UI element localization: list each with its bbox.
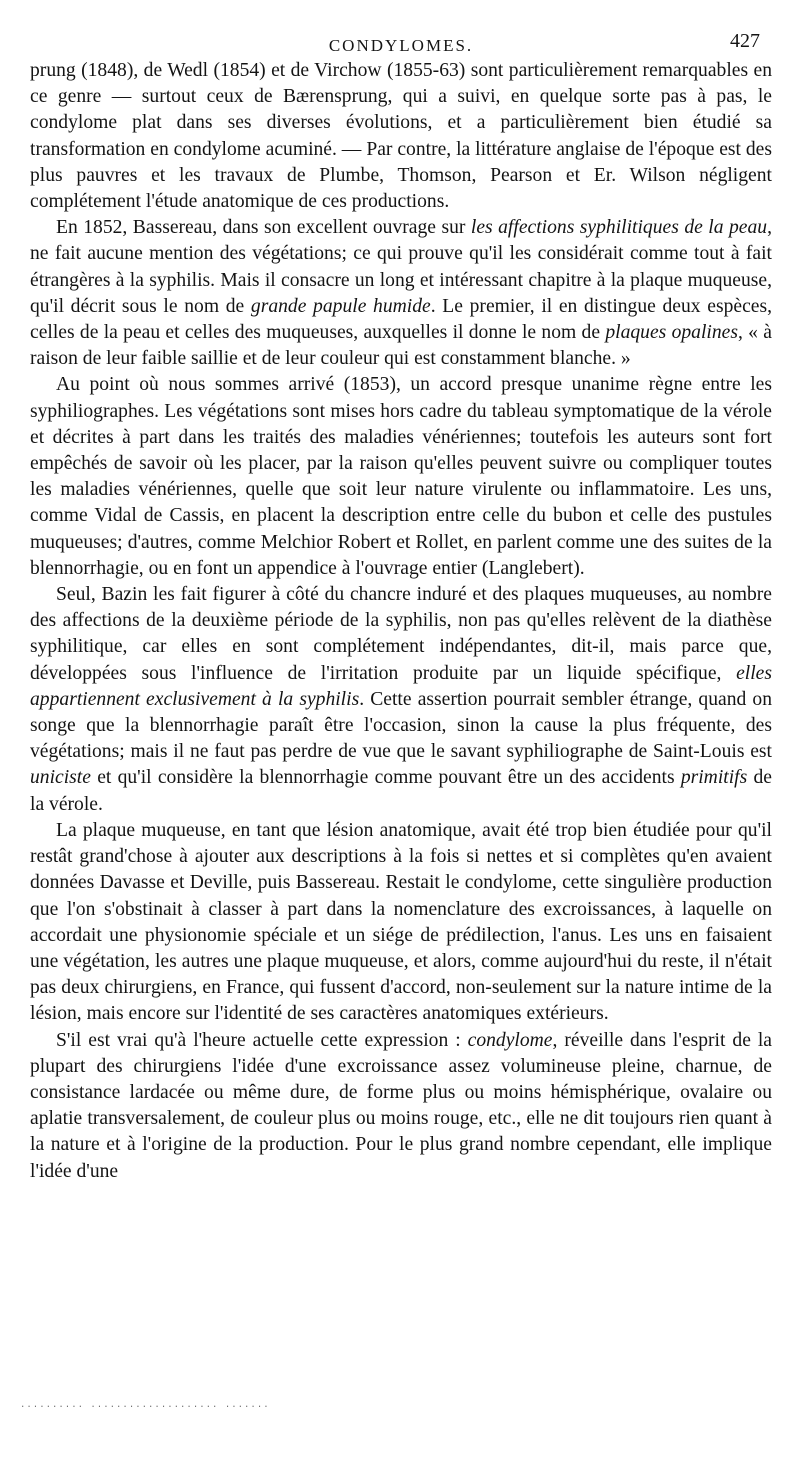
footer-scan-mark: ·········· ···················· ······· <box>20 1402 270 1412</box>
paragraph <box>30 372 772 582</box>
body-text <box>30 58 772 1185</box>
italic-text-run: uniciste <box>30 767 91 789</box>
italic-text-run: primitifs <box>680 767 748 789</box>
text-run: , réveille dans l'esprit de la plupart des chirurgiens l'idée d'une excroissance assez volumineuse pleine, charnue, de consistance lardacée ou même dure, de forme plus ou moins hémisphérique, ovalaire ou aplatie transversalement, de couleur plus ou moins rouge, etc., elle ne dit toujours rien quant à la nature et à l'origine de la production. Pour le plus grand nombre cependant, elle implique l'idée d'une <box>30 1029 772 1182</box>
text-run: prung (1848), de Wedl (1854) et de Virchow (1855-63) sont particulièrement remarquables en ce genre — surtout ceux de Bærensprung, qui a suivi, en quelque sorte pas à pas, le condylome plat dans ses diverses évolutions, et a particulièrement bien étudié sa transformation en condylome acuminé. — Par contre, la littérature anglaise de l'époque est des plus pauvres et les travaux de Plumbe, Thomson, Pearson et Er. Wilson négligent complétement l'étude anatomique de ces productions. <box>30 60 772 213</box>
italic-text-run: elles appartiennent exclusivement à la syphilis <box>30 662 772 710</box>
page-header <box>30 26 772 54</box>
text-run: La plaque muqueuse, en tant que lésion anatomique, avait été trop bien étudiée pour qu'il restât grand'chose à ajouter aux descriptions à la fois si nettes et si complètes qu'en avaient données Davasse et Deville, puis Bassereau. Restait le condylome, cette singulière production que l'on s'obstinait à classer à part dans la nomenclature des excroissances, à laquelle on accordait une physionomie spéciale et un siége de prédilection, l'anus. Les uns en faisaient une végétation, les autres une plaque muqueuse, et alors, comme aujourd'hui du reste, il n'était pas deux chirurgiens, en France, qui fussent d'accord, non-seulement sur la nature intime de la lésion, mais encore sur l'identité de ses caractères anatomiques extérieurs. <box>30 819 772 1025</box>
text-run: S'il est vrai qu'à l'heure actuelle cette expression : <box>56 1029 468 1051</box>
page-number: 427 <box>730 30 760 52</box>
text-run: Seul, Bazin les fait figurer à côté du chancre induré et des plaques muqueuses, au nombre des affections de la deuxième période de la syphilis, non pas qu'elles relèvent de la diathèse syphilitique, car elles en sont complétement indépendantes, dit-il, mais parce que, développées sous l'influence de l'irritation produite par un liquide spécifique, <box>30 584 772 684</box>
text-run: , « à raison de leur faible saillie et de leur couleur qui est constamment blanche. » <box>30 322 772 370</box>
paragraph <box>30 58 772 215</box>
italic-text-run: les affections syphilitiques de la peau <box>470 217 768 239</box>
text-run: . Cette assertion pourrait sembler étrange, quand on songe que la blennorrhagie paraît être l'occasion, sinon la cause la plus fréquente, des végétations; mais il ne faut pas perdre de vue que le savant syphiliographe de Saint-Louis est <box>30 688 773 763</box>
italic-text-run: condylome <box>467 1029 553 1051</box>
text-run: Au point où nous sommes arrivé (1853), un accord presque unanime règne entre les syphiliographes. Les végétations sont mises hors cadre du tableau symptomatique de la vérole et décrites à part dans les traités des maladies vénériennes; toutefois les auteurs sont fort empêchés de savoir où les placer, par la raison qu'elles peuvent suivre ou compliquer toutes les maladies vénériennes, quelle que soit leur nature virulente ou inflammatoire. Les uns, comme Vidal de Cassis, en placent la description entre celle du bubon et celle des pustules muqueuses; d'autres, comme Melchior Robert et Rollet, en parlent comme une des suites de la blennorrhagie, ou en font un appendice à l'ouvrage entier (Langlebert). <box>30 374 772 579</box>
running-head: CONDYLOMES. <box>328 36 474 55</box>
italic-text-run: grande papule humide <box>250 295 431 317</box>
paragraph <box>30 1028 772 1185</box>
paragraph <box>30 582 772 818</box>
paragraph <box>30 818 772 1028</box>
text-run: et qu'il considère la blennorrhagie comme pouvant être un des accidents <box>90 767 681 789</box>
text-run: de la vérole. <box>30 767 772 815</box>
text-run: , ne fait aucune mention des végétations; ce qui prouve qu'il les considérait comme tout à fait étrangères à la syphilis. Mais il consacre un long et intéressant chapitre à la plaque muqueuse, qu'il décrit sous le nom de <box>30 217 772 317</box>
italic-text-run: plaques opalines <box>605 322 738 344</box>
text-run: En 1852, Bassereau, dans son excellent ouvrage sur <box>56 217 471 239</box>
book-page <box>30 26 772 1446</box>
paragraph <box>30 215 772 372</box>
text-run: . Le premier, il en distingue deux espèces, celles de la peau et celles des muqueuses, auxquelles il donne le nom de <box>30 295 772 344</box>
